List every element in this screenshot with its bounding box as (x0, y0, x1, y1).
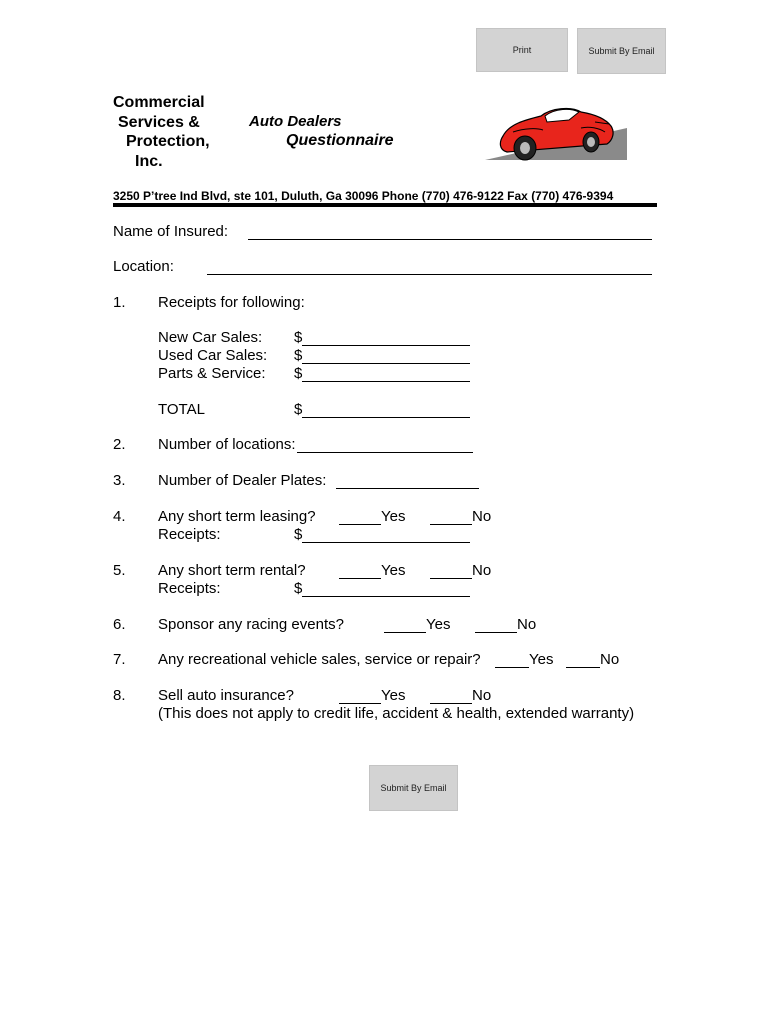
dealer-plates-field[interactable] (336, 474, 479, 489)
q6-no-label: No (517, 616, 537, 633)
parts-dollar: $ (294, 365, 303, 382)
q5-no-field[interactable] (430, 564, 472, 579)
q8-no-label: No (472, 687, 492, 704)
company-line-1: Commercial (113, 94, 205, 111)
q5-receipts-label: Receipts: (158, 580, 221, 597)
q4-receipts-label: Receipts: (158, 526, 221, 543)
company-line-4: Inc. (135, 152, 163, 170)
used-car-sales-field[interactable] (302, 349, 470, 364)
q1-label: Receipts for following: (158, 294, 305, 311)
name-of-insured-field[interactable] (248, 225, 652, 240)
q7-number: 7. (113, 651, 126, 668)
company-name (113, 93, 210, 171)
q5-dollar: $ (294, 580, 303, 597)
q5-yes-field[interactable] (339, 564, 381, 579)
new-car-dollar: $ (294, 329, 303, 346)
q7-no-field[interactable] (566, 653, 600, 668)
company-line-2: Services & (118, 113, 200, 131)
q8-yes-label: Yes (381, 687, 406, 704)
q6-yes-label: Yes (426, 616, 451, 633)
print-button[interactable]: Print (476, 28, 568, 72)
q8-number: 8. (113, 687, 126, 704)
q7-label: Any recreational vehicle sales, service or repair? (158, 651, 481, 668)
q4-no-field[interactable] (430, 510, 472, 525)
address-line: 3250 P’tree Ind Blvd, ste 101, Duluth, Ga 30096 Phone (770) 476-9122 Fax (770) 476-9394 (113, 189, 614, 203)
q7-no-label: No (600, 651, 620, 668)
car-icon (485, 100, 627, 166)
q5-label: Any short term rental? (158, 562, 306, 579)
used-car-sales-label: Used Car Sales: (158, 347, 268, 364)
q6-number: 6. (113, 616, 126, 633)
company-line-3: Protection, (126, 133, 210, 150)
q1-number: 1. (113, 294, 126, 311)
new-car-sales-field[interactable] (302, 331, 470, 346)
q4-yes-field[interactable] (339, 510, 381, 525)
q4-dollar: $ (294, 526, 303, 543)
submit-by-email-button-bottom[interactable]: Submit By Email (369, 765, 458, 811)
location-label: Location: (113, 258, 174, 275)
q5-number: 5. (113, 562, 126, 579)
q2-label: Number of locations: (158, 436, 296, 453)
q3-label: Number of Dealer Plates: (158, 472, 327, 489)
q6-no-field[interactable] (475, 618, 517, 633)
name-of-insured-label: Name of Insured: (113, 223, 229, 240)
q8-note: (This does not apply to credit life, accident & health, extended warranty) (158, 705, 635, 722)
parts-service-label: Parts & Service: (158, 365, 266, 382)
location-field[interactable] (207, 260, 652, 275)
q3-number: 3. (113, 472, 126, 489)
used-car-dollar: $ (294, 347, 303, 364)
q6-yes-field[interactable] (384, 618, 426, 633)
q8-yes-field[interactable] (339, 689, 381, 704)
q5-no-label: No (472, 562, 492, 579)
q4-receipts-field[interactable] (302, 528, 470, 543)
total-dollar: $ (294, 401, 303, 418)
new-car-sales-label: New Car Sales: (158, 329, 263, 346)
q8-no-field[interactable] (430, 689, 472, 704)
total-label: TOTAL (158, 401, 205, 418)
q4-label: Any short term leasing? (158, 508, 316, 525)
header-divider (113, 203, 657, 207)
q5-receipts-field[interactable] (302, 582, 470, 597)
parts-service-field[interactable] (302, 367, 470, 382)
q5-yes-label: Yes (381, 562, 406, 579)
q4-no-label: No (472, 508, 492, 525)
q2-number: 2. (113, 436, 126, 453)
q7-yes-field[interactable] (495, 653, 529, 668)
q6-label: Sponsor any racing events? (158, 616, 344, 633)
q4-number: 4. (113, 508, 126, 525)
q8-label: Sell auto insurance? (158, 687, 294, 704)
form-title-line-2: Questionnaire (286, 132, 394, 149)
submit-by-email-button-top[interactable]: Submit By Email (577, 28, 666, 74)
number-of-locations-field[interactable] (297, 438, 473, 453)
form-title-line-1: Auto Dealers (249, 113, 342, 130)
q7-yes-label: Yes (529, 651, 554, 668)
q4-yes-label: Yes (381, 508, 406, 525)
total-field[interactable] (302, 403, 470, 418)
